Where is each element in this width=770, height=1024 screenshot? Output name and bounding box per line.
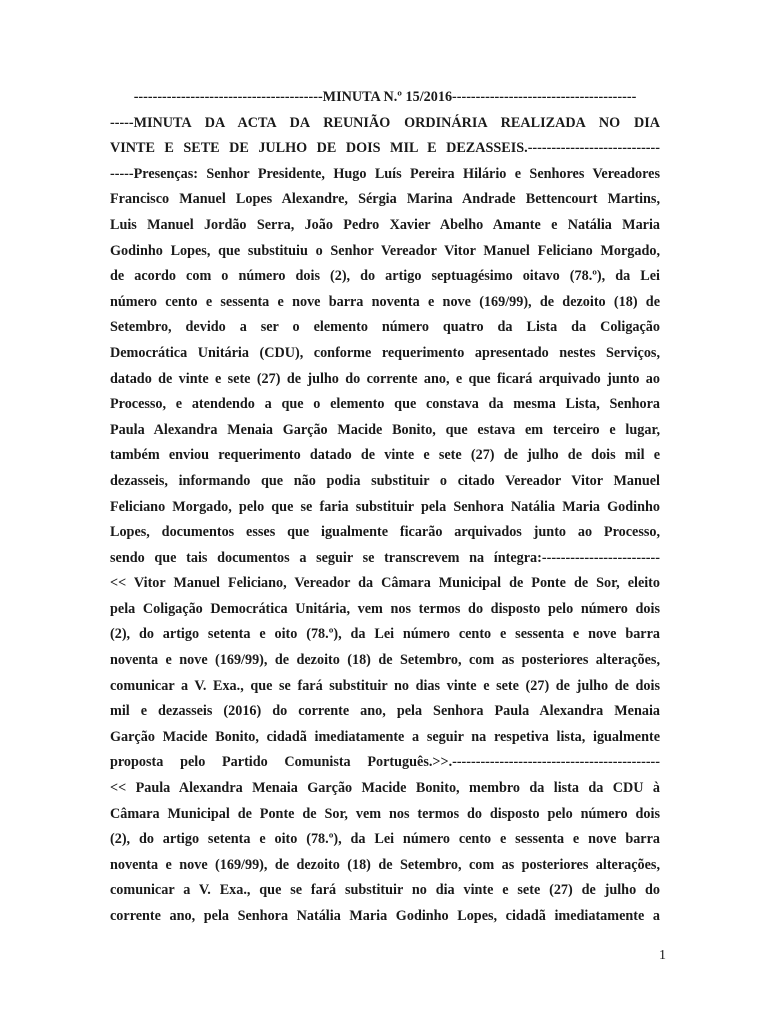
- text-line: de acordo com o número dois (2), do artigo septuagésimo oitavo (78.º), da Lei: [110, 268, 660, 285]
- text-line: << Paula Alexandra Menaia Garção Macide Bonito, membro da lista da CDU à: [110, 780, 660, 797]
- page-number: 1: [659, 948, 666, 963]
- text-line: VINTE E SETE DE JULHO DE DOIS MIL E DEZASSEIS.----------------------------: [110, 140, 660, 157]
- text-line: Garção Macide Bonito, cidadã imediatamente a seguir na respetiva lista, igualmente: [110, 728, 660, 745]
- text-line: (2), do artigo setenta e oito (78.º), da Lei número cento e sessenta e nove barra: [110, 626, 660, 643]
- text-line: Democrática Unitária (CDU), conforme requerimento apresentado nestes Serviços,: [110, 344, 660, 361]
- text-line: sendo que tais documentos a seguir se transcrevem na íntegra:-------------------------: [110, 549, 660, 566]
- text-line: comunicar a V. Exa., que se fará substituir no dias vinte e sete (27) de julho de dois: [110, 677, 660, 694]
- text-line: dezasseis, informando que não podia substituir o citado Vereador Vitor Manuel: [110, 472, 660, 489]
- text-line: noventa e nove (169/99), de dezoito (18) de Setembro, com as posteriores alterações,: [110, 652, 660, 669]
- text-line: -----Presenças: Senhor Presidente, Hugo Luís Pereira Hilário e Senhores Vereadores: [110, 165, 660, 182]
- text-line: comunicar a V. Exa., que se fará substituir no dia vinte e sete (27) de julho do: [110, 882, 660, 899]
- text-line: -----MINUTA DA ACTA DA REUNIÃO ORDINÁRIA REALIZADA NO DIA: [110, 114, 660, 131]
- text-line: Processo, e atendendo a que o elemento que constava da mesma Lista, Senhora: [110, 396, 660, 413]
- text-line: corrente ano, pela Senhora Natália Maria Godinho Lopes, cidadã imediatamente a: [110, 908, 660, 924]
- text-line: (2), do artigo setenta e oito (78.º), da Lei número cento e sessenta e nove barra: [110, 831, 660, 848]
- text-line: Câmara Municipal de Ponte de Sor, vem nos termos do disposto pelo número dois: [110, 805, 660, 822]
- text-line: Luis Manuel Jordão Serra, João Pedro Xavier Abelho Amante e Natália Maria: [110, 216, 660, 233]
- text-line: também enviou requerimento datado de vinte e sete (27) de julho de dois mil e: [110, 447, 660, 464]
- text-line: Setembro, devido a ser o elemento número quatro da Lista da Coligação: [110, 319, 660, 336]
- text-line: << Vitor Manuel Feliciano, Vereador da Câmara Municipal de Ponte de Sor, eleito: [110, 575, 660, 592]
- text-line: proposta pelo Partido Comunista Português.>>.--------------------------------------------: [110, 754, 660, 771]
- text-line: Lopes, documentos esses que igualmente ficarão arquivados junto ao Processo,: [110, 524, 660, 541]
- text-line: mil e dezasseis (2016) do corrente ano, pela Senhora Paula Alexandra Menaia: [110, 703, 660, 720]
- text-line: datado de vinte e sete (27) de julho do corrente ano, e que ficará arquivado junto ao: [110, 370, 660, 387]
- text-line: Paula Alexandra Menaia Garção Macide Bonito, que estava em terceiro e lugar,: [110, 421, 660, 438]
- text-line: número cento e sessenta e nove barra noventa e nove (169/99), de dezoito (18) de: [110, 293, 660, 310]
- text-line: Francisco Manuel Lopes Alexandre, Sérgia Marina Andrade Bettencourt Martins,: [110, 191, 660, 208]
- document-title: ----------------------------------------MINUTA N.º 15/2016---------------------------------------: [133, 89, 637, 105]
- text-line: pela Coligação Democrática Unitária, vem nos termos do disposto pelo número dois: [110, 600, 660, 617]
- text-line: Feliciano Morgado, pelo que se faria substituir pela Senhora Natália Maria Godinho: [110, 498, 660, 515]
- document-body: [110, 85, 660, 930]
- text-line: noventa e nove (169/99), de dezoito (18) de Setembro, com as posteriores alterações,: [110, 856, 660, 873]
- text-line: Godinho Lopes, que substituiu o Senhor Vereador Vitor Manuel Feliciano Morgado,: [110, 242, 660, 259]
